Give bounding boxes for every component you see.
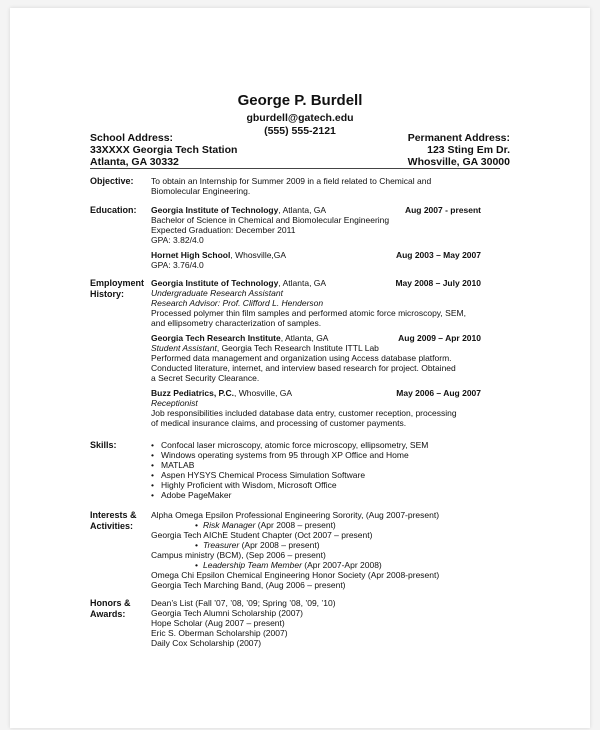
school-name: Hornet High School xyxy=(151,250,231,260)
activity-item: Alpha Omega Epsilon Professional Engineering Sorority, (Aug 2007-present) xyxy=(151,510,440,520)
education-detail: GPA: 3.82/4.0 xyxy=(151,235,204,245)
skill-item: • Aspen HYSYS Chemical Process Simulation Software xyxy=(151,470,481,480)
interests-section xyxy=(151,510,481,590)
school-name: Georgia Institute of Technology xyxy=(151,205,279,215)
honors-heading: Honors & Awards: xyxy=(90,598,131,619)
skill-item: • Windows operating systems from 95 through XP Office and Home xyxy=(151,450,481,460)
applicant-name: George P. Burdell xyxy=(237,92,363,109)
email-address: gburdell@gatech.edu xyxy=(246,112,354,124)
school-address-line1: 33XXXX Georgia Tech Station xyxy=(90,144,238,156)
job-date: May 2006 – Aug 2007 xyxy=(396,388,481,398)
job-title: Receptionist xyxy=(151,398,198,408)
education-entry-header xyxy=(151,205,481,215)
permanent-address xyxy=(408,132,510,168)
honor-item: Hope Scholar (Aug 2007 – present) xyxy=(151,618,285,628)
permanent-address-line1: 123 Sting Em Dr. xyxy=(427,144,510,156)
education-heading: Education: xyxy=(90,205,137,215)
honor-item: Eric S. Oberman Scholarship (2007) xyxy=(151,628,288,638)
header-divider xyxy=(90,168,500,169)
objective-heading: Objective: xyxy=(90,176,134,186)
employer-location: , Atlanta, GA xyxy=(278,278,327,288)
job-header xyxy=(151,278,481,288)
education-detail: Expected Graduation: December 2011 xyxy=(151,225,296,235)
job-description: Job responsibilities included database data entry, customer reception, processing xyxy=(151,408,457,418)
skills-heading: Skills: xyxy=(90,440,117,450)
job-title: Undergraduate Research Assistant xyxy=(151,288,283,298)
interests-heading: Interests & Activities: xyxy=(90,510,137,531)
school-address-line2: Atlanta, GA 30332 xyxy=(90,156,179,168)
school-address xyxy=(90,132,237,168)
job-description: Performed data management and organization using Access database platform. xyxy=(151,353,452,363)
objective-section xyxy=(151,176,481,196)
job-advisor: Research Advisor: Prof. Clifford L. Henderson xyxy=(151,298,324,308)
employer-name: Georgia Institute of Technology xyxy=(151,278,279,288)
skill-item: • MATLAB xyxy=(151,460,481,470)
honor-item: Georgia Tech Alumni Scholarship (2007) xyxy=(151,608,303,618)
school-address-label: School Address: xyxy=(90,132,174,144)
job-description: Conducted literature, internet, and interview based research for project. Obtained xyxy=(151,363,456,373)
activity-item: Georgia Tech AIChE Student Chapter (Oct 2007 – present) xyxy=(151,530,373,540)
objective-text-line: Biomolecular Engineering. xyxy=(151,186,251,196)
education-date: Aug 2003 – May 2007 xyxy=(395,250,481,260)
permanent-address-line2: Whosville, GA 30000 xyxy=(407,156,510,168)
honor-item: Dean’s List (Fall ’07, ’08, ’09; Spring ’08, ’09, ’10) xyxy=(151,598,336,608)
education-entry-header xyxy=(151,250,481,260)
activity-item: Georgia Tech Marching Band, (Aug 2006 – present) xyxy=(151,580,346,590)
activity-role: • Risk Manager (Apr 2008 – present) xyxy=(151,520,481,530)
job-header xyxy=(151,388,481,398)
job-description: of medical insurance claims, and processing of customer payments. xyxy=(151,418,407,428)
resume-page xyxy=(10,8,590,728)
activity-role: • Leadership Team Member (Apr 2007-Apr 2008) xyxy=(151,560,481,570)
permanent-address-label: Permanent Address: xyxy=(407,132,510,144)
employment-section xyxy=(151,278,481,428)
education-date: Aug 2007 - present xyxy=(404,205,481,215)
job-header xyxy=(151,333,481,343)
job-title: Student Assistant, Georgia Tech Research Institute ITTL Lab xyxy=(151,343,379,353)
job-description: a Secret Security Clearance. xyxy=(151,373,260,383)
job-date: May 2008 – July 2010 xyxy=(395,278,481,288)
activity-role: • Treasurer (Apr 2008 – present) xyxy=(151,540,481,550)
skill-item: • Confocal laser microscopy, atomic force microscopy, ellipsometry, SEM xyxy=(151,440,481,450)
education-detail: GPA: 3.76/4.0 xyxy=(151,260,204,270)
skills-section xyxy=(151,440,481,500)
employer-name: Buzz Pediatrics, P.C. xyxy=(151,388,234,398)
employer-name: Georgia Tech Research Institute xyxy=(151,333,281,343)
honor-item: Daily Cox Scholarship (2007) xyxy=(151,638,262,648)
honors-section xyxy=(151,598,481,648)
activity-item: Campus ministry (BCM), (Sep 2006 – present) xyxy=(151,550,326,560)
objective-text-line: To obtain an Internship for Summer 2009 in a field related to Chemical and xyxy=(151,176,432,186)
activity-item: Omega Chi Epsilon Chemical Engineering Honor Society (Apr 2008-present) xyxy=(151,570,440,580)
job-date: Aug 2009 – Apr 2010 xyxy=(398,333,481,343)
skill-item: • Adobe PageMaker xyxy=(151,490,481,500)
skill-item: • Highly Proficient with Wisdom, Microsoft Office xyxy=(151,480,481,490)
employer-location: , Atlanta, GA xyxy=(280,333,329,343)
employer-location: , Whosville, GA xyxy=(233,388,293,398)
phone-number: (555) 555-2121 xyxy=(264,125,336,137)
school-location: , Whosville,GA xyxy=(230,250,287,260)
employment-heading: Employment History: xyxy=(90,278,145,299)
education-section xyxy=(151,205,481,270)
job-description: Processed polymer thin film samples and performed atomic force microscopy, SEM, xyxy=(151,308,466,318)
education-detail: Bachelor of Science in Chemical and Biomolecular Engineering xyxy=(151,215,390,225)
school-location: , Atlanta, GA xyxy=(278,205,327,215)
job-description: and ellipsometry characterization of samples. xyxy=(151,318,322,328)
